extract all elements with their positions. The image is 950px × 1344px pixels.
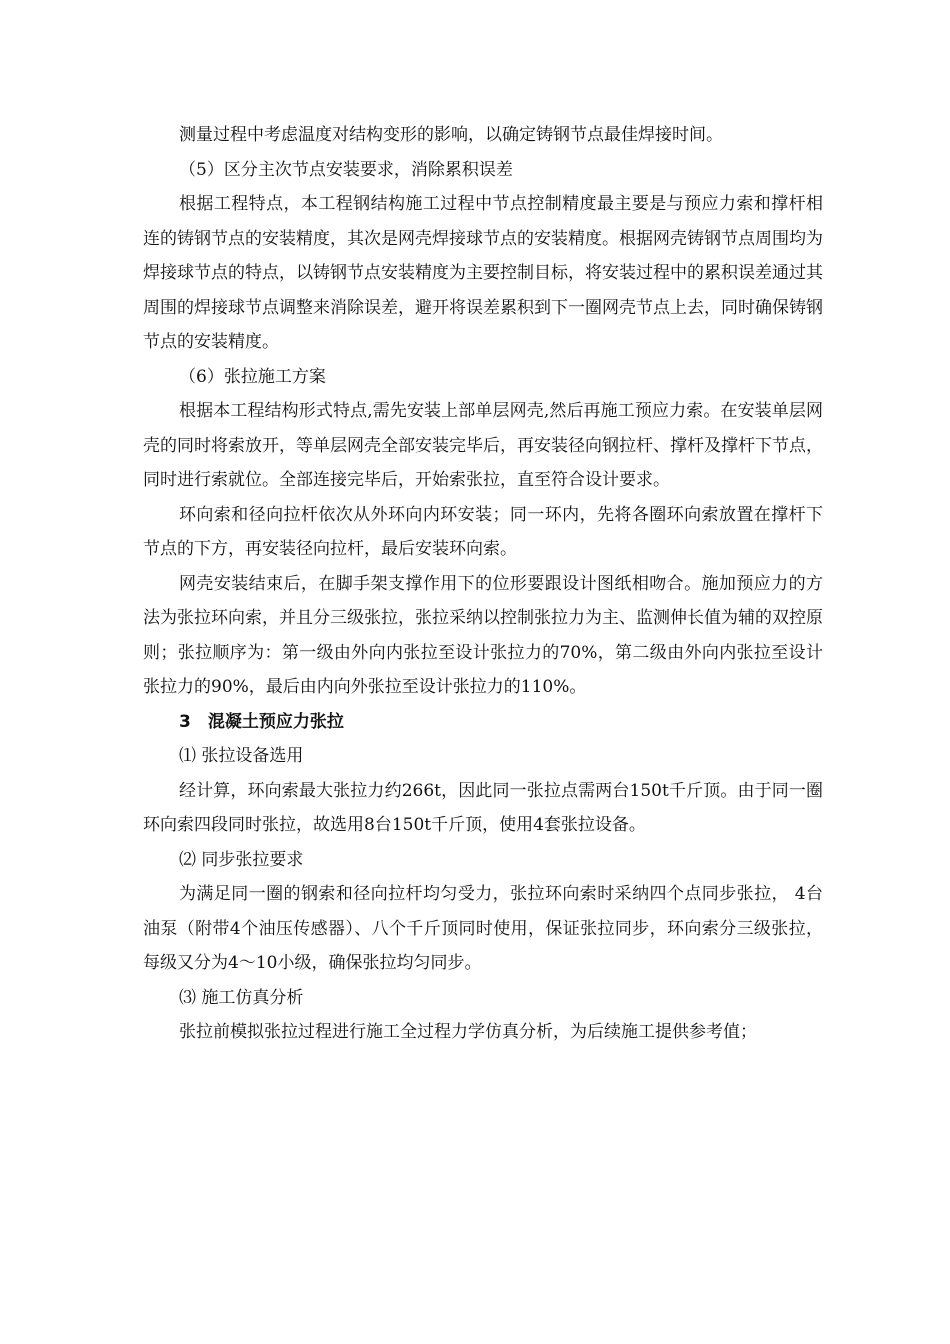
paragraph-node-accuracy: 根据工程特点，本工程钢结构施工过程中节点控制精度最主要是与预应力索和撑杆相连的铸钢节点的安装精度，其次是网壳焊接球节点的安装精度。根据网壳铸钢节点周围均为焊接球节点的特点，以铸钢节点安装精度为主要控制目标，将安装过程中的累积误差通过其周围的焊接球节点调整来消除误差，避开将误差累积到下一圈网壳节点上去，同时确保铸钢节点的安装精度。 <box>143 194 823 352</box>
paragraph-simulation: 张拉前模拟张拉过程进行施工全过程力学仿真分析，为后续施工提供参考值； <box>179 1022 757 1042</box>
document-body <box>143 118 823 1050</box>
paragraph-install-sequence: 根据本工程结构形式特点,需先安装上部单层网壳,然后再施工预应力索。在安装单层网壳的同时将索放开，等单层网壳全部安装完毕后，再安装径向钢拉杆、撑杆及撑杆下节点，同时进行索就位。全部连接完毕后，开始索张拉，直至符合设计要求。 <box>143 401 823 490</box>
subheading-sync-tension: ⑵ 同步张拉要求 <box>179 849 304 870</box>
paragraph-equipment-calc: 经计算，环向索最大张拉力约266t，因此同一张拉点需两台150t千斤顶。由于同一圈环向索四段同时张拉，故选用8台150t千斤顶，使用4套张拉设备。 <box>143 780 823 835</box>
paragraph-sync-tension: 为满足同一圈的钢索和径向拉杆均匀受力，张拉环向索时采纳四个点同步张拉， 4台油泵（附带4个油压传感器）、八个千斤顶同时使用，保证张拉同步，环向索分三级张拉，每级又分为4～10小级，确保张拉均匀同步。 <box>143 884 823 973</box>
section-heading-concrete-prestress: 3 混凝土预应力张拉 <box>179 711 344 732</box>
subheading-node-installation: （5）区分主次节点安装要求，消除累积误差 <box>179 159 513 180</box>
paragraph-temperature-note: 测量过程中考虑温度对结构变形的影响，以确定铸钢节点最佳焊接时间。 <box>179 125 723 145</box>
subheading-equipment-selection: ⑴ 张拉设备选用 <box>179 746 304 766</box>
paragraph-ring-cable-install: 环向索和径向拉杆依次从外环向内环安装；同一环内，先将各圈环向索放置在撑杆下节点的下方，再安装径向拉杆，最后安装环向索。 <box>143 504 823 559</box>
paragraph-prestress-method: 网壳安装结束后，在脚手架支撑作用下的位形要跟设计图纸相吻合。施加预应力的方法为张拉环向索，并且分三级张拉，张拉采纳以控制张拉力为主、监测伸长值为辅的双控原则；张拉顺序为：第一级由外向内张拉至设计张拉力的70%，第二级由外向内张拉至设计张拉力的90%，最后由内向外张拉至设计张拉力的110%。 <box>143 573 823 697</box>
subheading-tension-plan: （6）张拉施工方案 <box>179 366 326 387</box>
subheading-simulation: ⑶ 施工仿真分析 <box>179 987 304 1008</box>
